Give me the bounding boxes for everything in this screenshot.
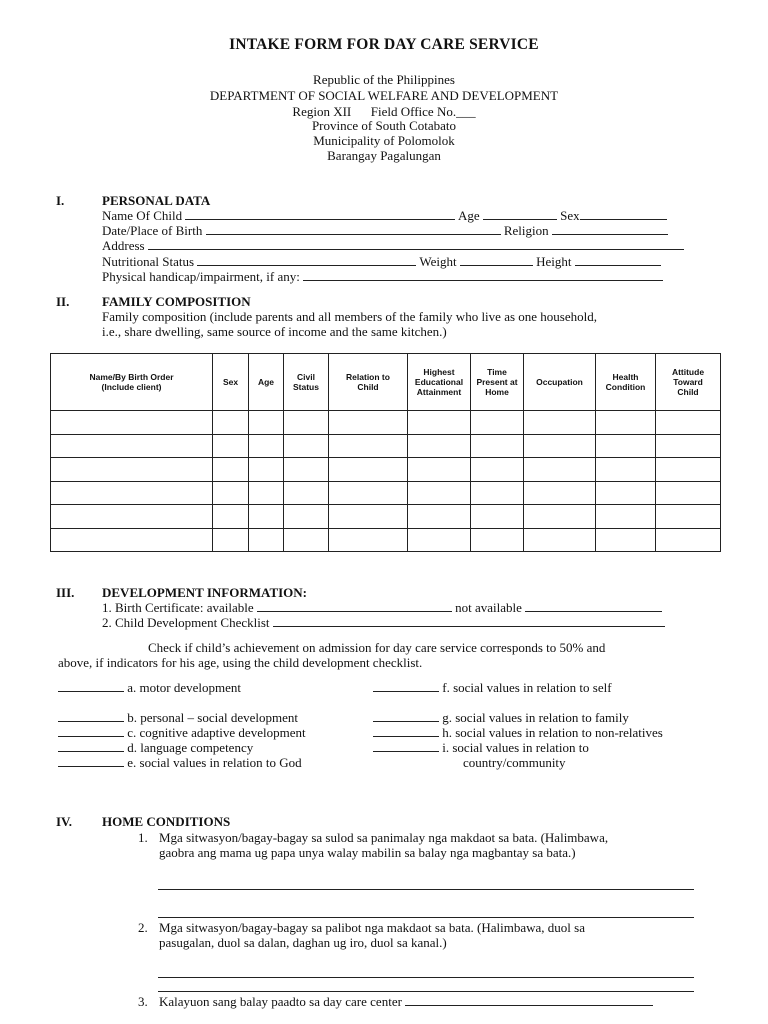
family-desc-line2: i.e., share dwelling, same source of income and the same kitchen.) [102,324,447,339]
table-cell[interactable] [408,481,471,505]
table-cell[interactable] [471,505,524,529]
name-of-child-label: Name Of Child [102,208,183,223]
instruction-line2: above, if indicators for his age, using the child development checklist. [58,655,423,670]
checklist-item-g [373,710,629,725]
checklist-label-a: a. motor development [127,680,241,695]
col-education-header: Highest Educational Attainment [408,354,471,411]
birth-cert-not-available-field[interactable] [525,600,662,612]
address-label: Address [102,238,145,253]
table-cell[interactable] [249,481,284,505]
col-occupation-header: Occupation [524,354,596,411]
date-place-birth-field[interactable] [206,223,501,235]
check-blank-g[interactable] [373,710,439,722]
question-1-line1: Mga sitwasyon/bagay-bagay sa sulod sa panimalay nga makdaot sa bata. (Halimbawa, [159,830,609,845]
table-cell[interactable] [213,481,249,505]
table-cell[interactable] [213,434,249,458]
weight-field[interactable] [460,254,533,266]
table-cell[interactable] [408,528,471,552]
table-cell[interactable] [596,411,656,435]
table-cell[interactable] [249,505,284,529]
height-field[interactable] [575,254,661,266]
table-cell[interactable] [596,481,656,505]
question-1-line2: gaobra ang mama ug papa unya walay mabilin sa balay nga magbantay sa bata.) [159,845,576,860]
table-cell[interactable] [524,505,596,529]
check-blank-f[interactable] [373,680,439,692]
address-field[interactable] [148,238,684,250]
table-cell[interactable] [408,411,471,435]
nutritional-status-label: Nutritional Status [102,254,195,269]
table-cell[interactable] [408,505,471,529]
not-available-label: not available [455,600,522,615]
section-2-heading: FAMILY COMPOSITION [102,294,251,309]
table-cell[interactable] [51,505,213,529]
question-3-number: 3. [138,994,148,1009]
table-cell[interactable] [656,481,721,505]
table-row [51,458,721,482]
table-cell[interactable] [524,481,596,505]
birth-cert-row [102,600,662,615]
question-3-text: Kalayuon sang balay paadto sa day care center [159,994,402,1009]
checklist-label-e: e. social values in relation to God [127,755,302,770]
header-republic: Republic of the Philippines [313,72,455,87]
check-blank-h[interactable] [373,725,439,737]
question-2-line2: pasugalan, duol sa dalan, daghan ug iro, duol sa kanal.) [159,935,447,950]
table-cell[interactable] [471,458,524,482]
section-2-number: II. [56,294,70,309]
handicap-row [102,269,663,284]
checklist-item-a [58,680,241,695]
check-blank-e[interactable] [58,755,124,767]
table-cell[interactable] [284,434,329,458]
religion-label: Religion [503,223,549,238]
checklist-item-f [373,680,612,695]
name-of-child-row [102,208,667,223]
table-cell[interactable] [329,528,408,552]
table-cell[interactable] [596,528,656,552]
family-desc-line1: Family composition (include parents and all members of the family who live as one household, [102,309,597,324]
table-cell[interactable] [329,481,408,505]
col-time-home-header: Time Present at Home [471,354,524,411]
checklist-label-i-continued: country/community [463,755,566,770]
age-field[interactable] [483,208,557,220]
height-label: Height [536,254,572,269]
table-cell[interactable] [284,505,329,529]
check-blank-b[interactable] [58,710,124,722]
table-cell[interactable] [249,458,284,482]
section-1-number: I. [56,193,65,208]
col-sex-header: Sex [213,354,249,411]
checklist-row [102,615,665,630]
question-2-answer-line-1[interactable] [158,977,694,978]
table-cell[interactable] [213,505,249,529]
table-cell[interactable] [51,434,213,458]
weight-label: Weight [419,254,457,269]
form-title: INTAKE FORM FOR DAY CARE SERVICE [229,36,539,53]
question-1-number: 1. [138,830,148,845]
table-cell[interactable] [408,458,471,482]
checklist-label-c: c. cognitive adaptive development [127,725,306,740]
table-cell[interactable] [656,458,721,482]
physical-handicap-label: Physical handicap/impairment, if any: [102,269,300,284]
checklist-label-f: f. social values in relation to self [442,680,612,695]
table-row [51,481,721,505]
table-cell[interactable] [471,528,524,552]
table-cell[interactable] [524,434,596,458]
address-row [102,238,684,253]
col-civil-status-header: Civil Status [284,354,329,411]
header-department: DEPARTMENT OF SOCIAL WELFARE AND DEVELOPMENT [209,88,559,103]
table-cell[interactable] [596,434,656,458]
table-cell[interactable] [213,411,249,435]
sex-label: Sex [560,208,580,223]
checklist-label: 2. Child Development Checklist [102,615,270,630]
sex-field[interactable] [580,208,667,220]
checklist-item-c [58,725,306,740]
section-4-heading: HOME CONDITIONS [102,814,231,829]
table-cell[interactable] [329,505,408,529]
checklist-item-e [58,755,302,770]
checklist-item-i [373,740,589,755]
check-blank-i[interactable] [373,740,439,752]
col-attitude-header: Attitude Toward Child [656,354,721,411]
age-label: Age [457,208,480,223]
physical-handicap-field[interactable] [303,269,663,281]
birth-cert-label: 1. Birth Certificate: available [102,600,254,615]
name-of-child-field[interactable] [185,208,455,220]
section-3-heading: DEVELOPMENT INFORMATION: [102,585,307,600]
table-header-row [51,354,721,411]
section-1-heading: PERSONAL DATA [102,193,211,208]
table-row [51,528,721,552]
question-1-answer-line-2[interactable] [158,917,694,918]
checklist-item-h [373,725,663,740]
question-2-line1: Mga sitwasyon/bagay-bagay sa palibot nga makdaot sa bata. (Halimbawa, duol sa [159,920,585,935]
table-cell[interactable] [213,458,249,482]
question-2-answer-line-2[interactable] [158,991,694,992]
check-blank-a[interactable] [58,680,124,692]
table-cell[interactable] [656,528,721,552]
check-blank-c[interactable] [58,725,124,737]
table-cell[interactable] [284,411,329,435]
table-cell[interactable] [471,434,524,458]
table-cell[interactable] [284,528,329,552]
checklist-label-i: i. social values in relation to [442,740,589,755]
question-1-answer-line-1[interactable] [158,889,694,890]
table-cell[interactable] [524,411,596,435]
col-relation-header: Relation to Child [329,354,408,411]
nutrition-row [102,254,661,269]
checklist-label-d: d. language competency [127,740,254,755]
table-cell[interactable] [596,458,656,482]
table-cell[interactable] [524,458,596,482]
table-cell[interactable] [51,481,213,505]
col-age-header: Age [249,354,284,411]
birth-cert-available-field[interactable] [257,600,452,612]
table-cell[interactable] [51,411,213,435]
table-row [51,411,721,435]
col-health-header: Health Condition [596,354,656,411]
table-cell[interactable] [51,528,213,552]
checklist-label-g: g. social values in relation to family [442,710,629,725]
table-cell[interactable] [51,458,213,482]
table-cell[interactable] [524,528,596,552]
table-cell[interactable] [329,458,408,482]
table-cell[interactable] [596,505,656,529]
table-cell[interactable] [284,481,329,505]
section-3-number: III. [56,585,75,600]
table-cell[interactable] [213,528,249,552]
question-2-number: 2. [138,920,148,935]
header-province: Province of South Cotabato [311,118,457,133]
table-cell[interactable] [329,411,408,435]
religion-field[interactable] [552,223,668,235]
checklist-label-h: h. social values in relation to non-relatives [442,725,663,740]
table-cell[interactable] [284,458,329,482]
table-cell[interactable] [249,528,284,552]
table-cell[interactable] [656,505,721,529]
table-cell[interactable] [471,481,524,505]
checklist-label-b: b. personal – social development [127,710,299,725]
date-place-birth-label: Date/Place of Birth [102,223,203,238]
check-blank-d[interactable] [58,740,124,752]
nutritional-status-field[interactable] [197,254,416,266]
header-municipality: Municipality of Polomolok [313,133,455,148]
table-cell[interactable] [656,434,721,458]
table-row [51,434,721,458]
table-cell[interactable] [249,434,284,458]
question-3-answer-field[interactable] [405,994,653,1006]
checklist-item-b [58,710,298,725]
table-cell[interactable] [249,411,284,435]
instruction-line1: Check if child’s achievement on admission for day care service corresponds to 50% and [148,640,606,655]
header-region: Region XII Field Office No.___ [292,104,476,119]
checklist-field[interactable] [273,615,665,627]
header-barangay: Barangay Pagalungan [327,148,441,163]
table-cell[interactable] [471,411,524,435]
table-row [51,505,721,529]
table-cell[interactable] [656,411,721,435]
table-cell[interactable] [329,434,408,458]
checklist-item-d [58,740,253,755]
col-name-header: Name/By Birth Order (Include client) [51,354,213,411]
table-cell[interactable] [408,434,471,458]
birth-row [102,223,668,238]
question-3-row [159,994,653,1009]
section-4-number: IV. [56,814,73,829]
family-composition-table [50,353,721,552]
